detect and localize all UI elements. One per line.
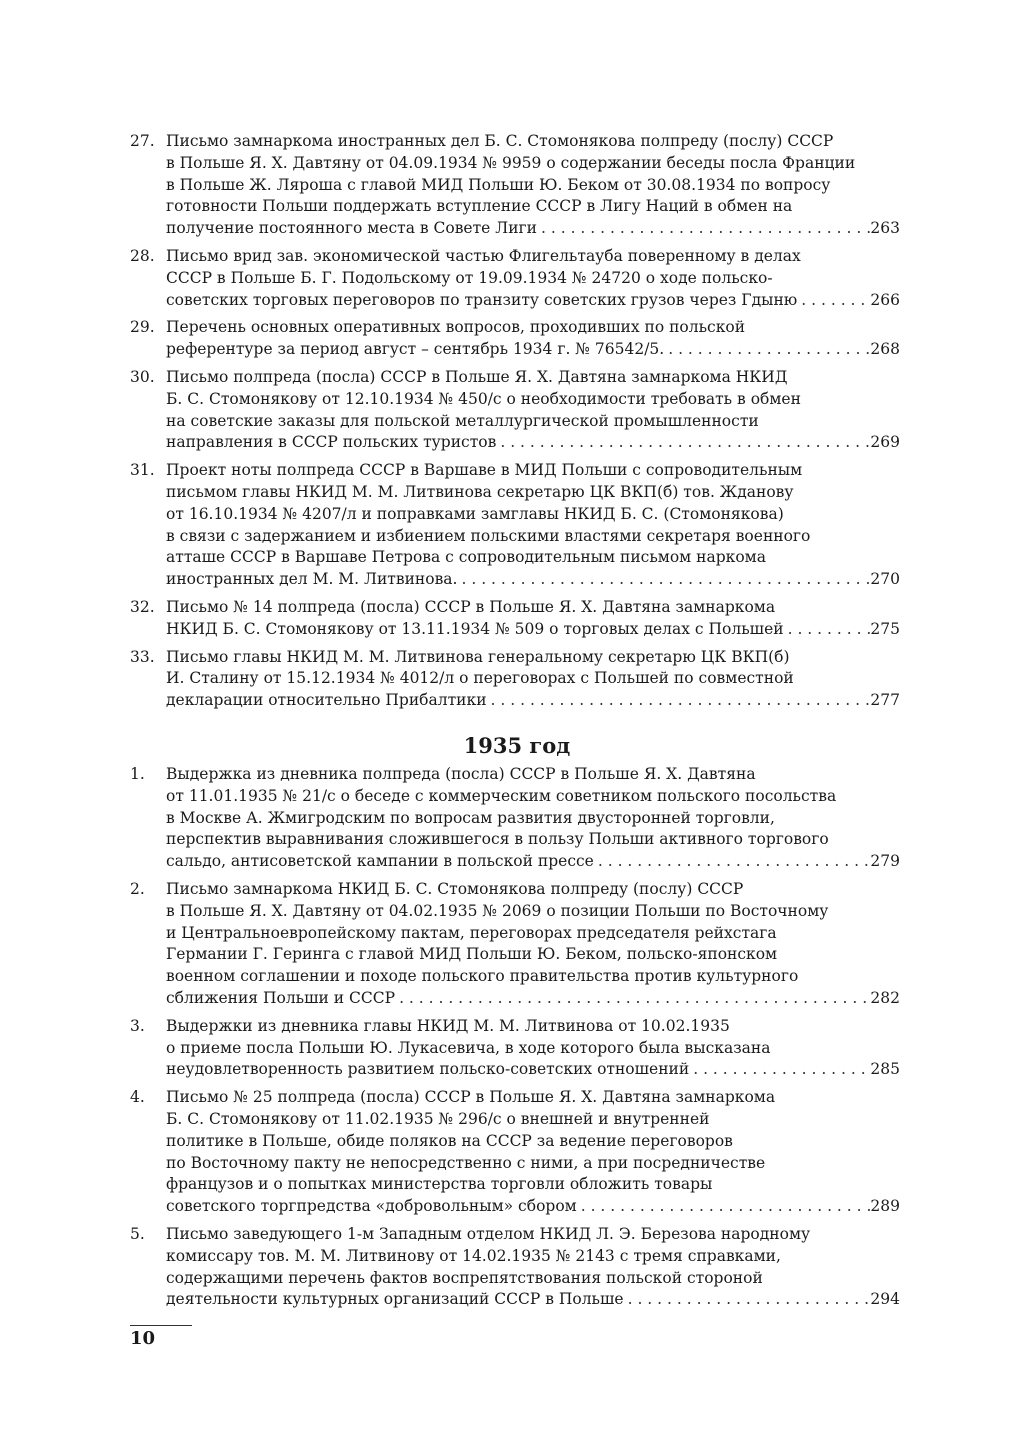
dot-leader [496,432,870,454]
entry-line: иностранных дел М. М. Литвинова. [166,570,458,589]
entry-line: деятельности культурных организаций СССР в Польше [166,1290,624,1309]
entry-number: 30. [130,367,155,386]
toc-entry [130,597,900,641]
entry-line: о приеме посла Польши Ю. Лукасевича, в ходе которого была высказана [166,1038,771,1057]
entry-line: Письмо главы НКИД М. М. Литвинова генеральному секретарю ЦК ВКП(б) [166,647,790,666]
section-title-1935: 1935 год [463,733,571,758]
entry-line: Выдержка из дневника полпреда (посла) СССР в Польше Я. Х. Давтяна [166,765,756,783]
entry-line: военном соглашении и походе польского правительства против культурного [166,967,799,986]
footer-rule [130,1325,192,1326]
entry-line: и Центральноевропейскому пактам, переговорах председателя рейхстага [166,923,777,942]
entry-page-number: 269 [870,433,900,452]
entry-number: 1. [130,765,145,783]
entry-number: 27. [130,132,155,150]
toc-entry [130,460,900,591]
dot-leader [689,1059,870,1081]
dot-leader [797,290,870,312]
entry-line: НКИД Б. С. Стомонякову от 13.11.1934 № 509 о торговых делах с Польшей [166,619,784,638]
entry-last-line [166,1059,900,1081]
entry-number: 31. [130,461,155,480]
entry-text [166,246,900,311]
entry-number: 32. [130,597,155,616]
toc-entry [130,131,900,240]
entry-line: политике в Польше, обиде поляков на СССР за ведение переговоров [166,1131,733,1150]
entry-number: 33. [130,647,155,666]
entry-line: в Москве А. Жмигродским по вопросам развития двусторонней торговли, [166,808,775,827]
dot-leader [457,569,870,591]
entry-text [166,879,900,1010]
entry-line: Письмо № 25 полпреда (посла) СССР в Польше Я. Х. Давтяна замнаркома [166,1088,776,1107]
entry-line: Выдержки из дневника главы НКИД М. М. Литвинова от 10.02.1935 [166,1016,730,1035]
entry-text [166,367,900,454]
toc-entry [130,246,900,311]
entry-line: Письмо заведующего 1-м Западным отделом НКИД Л. Э. Березова народному [166,1224,811,1243]
toc-entry [130,317,900,361]
toc-entry [130,1087,900,1218]
page-number: 10 [130,1328,156,1349]
entry-text [166,1224,900,1311]
entry-page-number: 279 [870,852,900,871]
entry-line: Проект ноты полпреда СССР в Варшаве в МИД Польши с сопроводительным [166,461,803,480]
entry-line: Б. С. Стомонякову от 12.10.1934 № 450/с о необходимости требовать в обмен [166,389,801,408]
entry-number: 3. [130,1016,145,1035]
entry-line: сближения Польши и СССР [166,988,396,1007]
entry-page-number: 282 [870,988,900,1007]
entry-last-line [166,851,900,873]
dot-leader [395,988,870,1010]
entry-line: неудовлетворенность развитием польско-советских отношений [166,1060,690,1079]
entry-line: референтуре за период август – сентябрь 1934 г. № 76542/5. [166,340,665,359]
toc-entry [130,879,900,1010]
toc-entry [130,1224,900,1311]
entry-line: Письмо № 14 полпреда (посла) СССР в Польше Я. Х. Давтяна замнаркома [166,597,776,616]
entry-last-line [166,218,900,240]
entry-line: направления в СССР польских туристов [166,433,497,452]
entry-line: Письмо врид зав. экономической частью Флигельтауба поверенному в делах [166,246,801,265]
entry-line: советских торговых переговоров по транзиту советских грузов через Гдыню [166,290,798,309]
entry-line: от 16.10.1934 № 4207/л и поправками замглавы НКИД Б. С. (Стомонякова) [166,504,784,523]
entry-last-line [166,339,900,361]
entry-line: И. Сталину от 15.12.1934 № 4012/л о переговорах с Польшей по совместной [166,669,794,688]
toc-entry [130,1016,900,1081]
entry-text [166,1087,900,1218]
entry-line: сальдо, антисоветской кампании в польской прессе [166,852,594,871]
toc-entry [130,647,900,712]
entry-text [166,647,900,712]
dot-leader [537,218,870,240]
entry-page-number: 277 [870,691,900,710]
entry-last-line [166,290,900,312]
entry-last-line [166,1289,900,1311]
dot-leader [784,619,871,641]
entry-line: получение постоянного места в Совете Лиги [166,219,538,238]
entry-line: СССР в Польше Б. Г. Подольскому от 19.09.1934 № 24720 о ходе польско- [166,268,773,287]
entry-last-line [166,1196,900,1218]
entry-text [166,317,900,361]
entry-line: в Польше Я. Х. Давтяну от 04.02.1935 № 2069 о позиции Польши по Восточному [166,901,829,920]
entry-line: в Польше Ж. Ляроша с главой МИД Польши Ю. Беком от 30.08.1934 по вопросу [166,175,831,194]
entry-line: Письмо замнаркома НКИД Б. С. Стомонякова полпреду (послу) СССР [166,879,744,898]
dot-leader [487,690,871,712]
dot-leader [594,851,871,873]
dot-leader [664,339,870,361]
toc-entry [130,764,900,873]
entry-last-line [166,690,900,712]
entry-line: атташе СССР в Варшаве Петрова с сопроводительным письмом наркома [166,548,766,567]
entry-line: от 11.01.1935 № 21/с о беседе с коммерческим советником польского посольства [166,786,837,805]
entry-text [166,1016,900,1081]
entry-line: Письмо полпреда (посла) СССР в Польше Я. Х. Давтяна замнаркома НКИД [166,367,788,386]
entry-line: на советские заказы для польской металлургической промышленности [166,411,759,430]
entry-line: декларации относительно Прибалтики [166,691,487,710]
entry-line: комиссару тов. М. М. Литвинову от 14.02.1935 № 2143 с тремя справками, [166,1246,781,1265]
entry-page-number: 263 [870,219,900,238]
entry-line: в связи с задержанием и избиением польскими властями секретаря военного [166,526,811,545]
entry-number: 2. [130,879,145,898]
entry-number: 4. [130,1088,145,1107]
entry-number: 28. [130,246,155,265]
toc-section-1935 [130,764,900,1311]
entry-text [166,131,900,240]
entry-line: Германии Г. Геринга с главой МИД Польши Ю. Беком, польско-японском [166,945,778,964]
entry-page-number: 294 [870,1290,900,1309]
entry-line: готовности Польши поддержать вступление СССР в Лигу Наций в обмен на [166,197,793,216]
entry-last-line [166,432,900,454]
entry-line: перспектив выравнивания сложившегося в пользу Польши активного торгового [166,830,829,849]
entry-page-number: 268 [870,340,900,359]
entry-line: французов и о попытках министерства торговли обложить товары [166,1175,713,1194]
entry-page-number: 285 [870,1060,900,1079]
entry-page-number: 266 [870,290,900,309]
entry-line: в Польше Я. Х. Давтяну от 04.09.1934 № 9959 о содержании беседы посла Франции [166,153,856,172]
entry-line: Перечень основных оперативных вопросов, проходивших по польской [166,318,746,337]
entry-line: советского торгпредства «добровольным» сбором [166,1197,577,1216]
entry-line: Письмо замнаркома иностранных дел Б. С. Стомонякова полпреду (послу) СССР [166,132,834,150]
entry-last-line [166,569,900,591]
entry-last-line [166,988,900,1010]
entry-line: содержащими перечень фактов воспрепятствования польской стороной [166,1268,763,1287]
entry-text [166,460,900,591]
entry-page-number: 289 [870,1197,900,1216]
entry-page-number: 275 [870,619,900,638]
entry-line: письмом главы НКИД М. М. Литвинова секретарю ЦК ВКП(б) тов. Жданову [166,482,794,501]
entry-line: по Восточному пакту не непосредственно с ними, а при посредничестве [166,1153,766,1172]
dot-leader [624,1289,871,1311]
toc-entry [130,367,900,454]
entry-text [166,764,900,873]
dot-leader [577,1196,871,1218]
entry-number: 5. [130,1224,145,1243]
toc-section-1934 [130,131,900,712]
entry-last-line [166,619,900,641]
entry-line: Б. С. Стомонякову от 11.02.1935 № 296/с о внешней и внутренней [166,1109,710,1128]
entry-number: 29. [130,318,155,337]
entry-page-number: 270 [870,570,900,589]
entry-text [166,597,900,641]
